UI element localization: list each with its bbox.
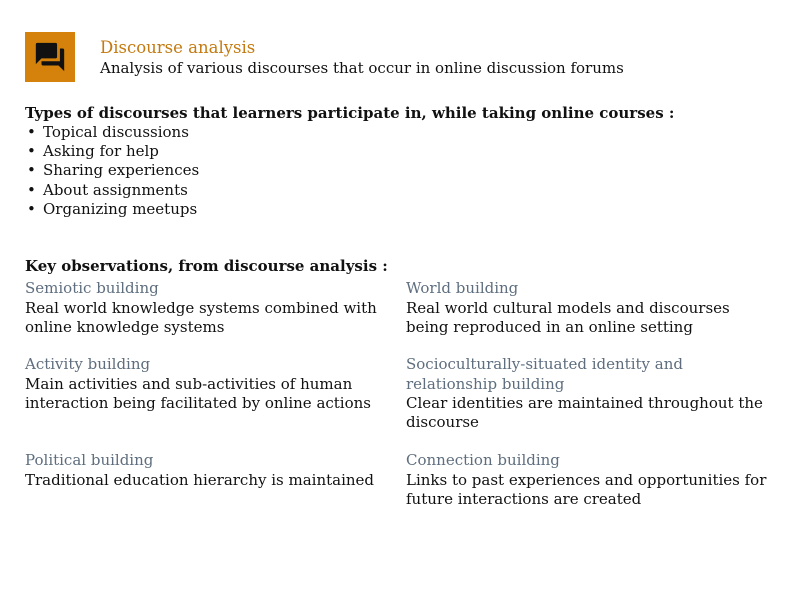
list-item <box>25 181 745 200</box>
list-item-label: Asking for help <box>43 142 159 161</box>
bullet-icon: • <box>27 180 36 199</box>
list-item-label: Topical discussions <box>43 123 189 141</box>
list-item <box>25 123 745 142</box>
observation-connection-building <box>406 451 776 509</box>
observation-identity-building <box>406 355 776 432</box>
page-title: Discourse analysis <box>100 38 256 57</box>
observation-text: Links to past experiences and opportunities for future interactions are created <box>406 470 767 508</box>
list-item-label: Sharing experiences <box>43 161 200 180</box>
bullet-icon: • <box>27 123 36 141</box>
observation-text: Clear identities are maintained throughout the discourse <box>406 394 763 432</box>
observation-title: Socioculturally-situated identity and relationship building <box>406 355 683 393</box>
observation-text: Traditional education hierarchy is maintained <box>25 470 375 489</box>
bullet-icon: • <box>27 142 36 161</box>
observation-title: Political building <box>25 451 154 469</box>
observation-title: Connection building <box>406 451 560 469</box>
bullet-icon: • <box>27 199 36 218</box>
forum-chat-icon <box>33 40 67 74</box>
observation-world-building <box>406 279 776 337</box>
observation-title: Activity building <box>25 355 151 373</box>
observation-political-building <box>25 451 395 490</box>
observation-title: Semiotic building <box>25 279 159 297</box>
types-heading: Types of discourses that learners participate in, while taking online courses : <box>25 104 675 122</box>
list-item <box>25 200 745 219</box>
list-item-label: About assignments <box>43 180 188 199</box>
observations-heading: Key observations, from discourse analysis : <box>25 257 388 275</box>
list-item <box>25 161 745 180</box>
observation-text: Main activities and sub-activities of human interaction being facilitated by online actions <box>25 374 371 412</box>
observation-text: Real world cultural models and discourses being reproduced in an online setting <box>406 298 730 336</box>
list-item-label: Organizing meetups <box>43 199 198 218</box>
observation-title: World building <box>406 279 519 297</box>
page-subtitle: Analysis of various discourses that occur in online discussion forums <box>100 59 624 77</box>
bullet-icon: • <box>27 161 36 180</box>
types-section <box>25 104 745 219</box>
observation-semiotic-building <box>25 279 395 337</box>
header-icon-box <box>25 32 75 82</box>
observation-activity-building <box>25 355 395 413</box>
list-item <box>25 142 745 161</box>
types-list <box>25 123 745 219</box>
observation-text: Real world knowledge systems combined with online knowledge systems <box>25 298 377 336</box>
